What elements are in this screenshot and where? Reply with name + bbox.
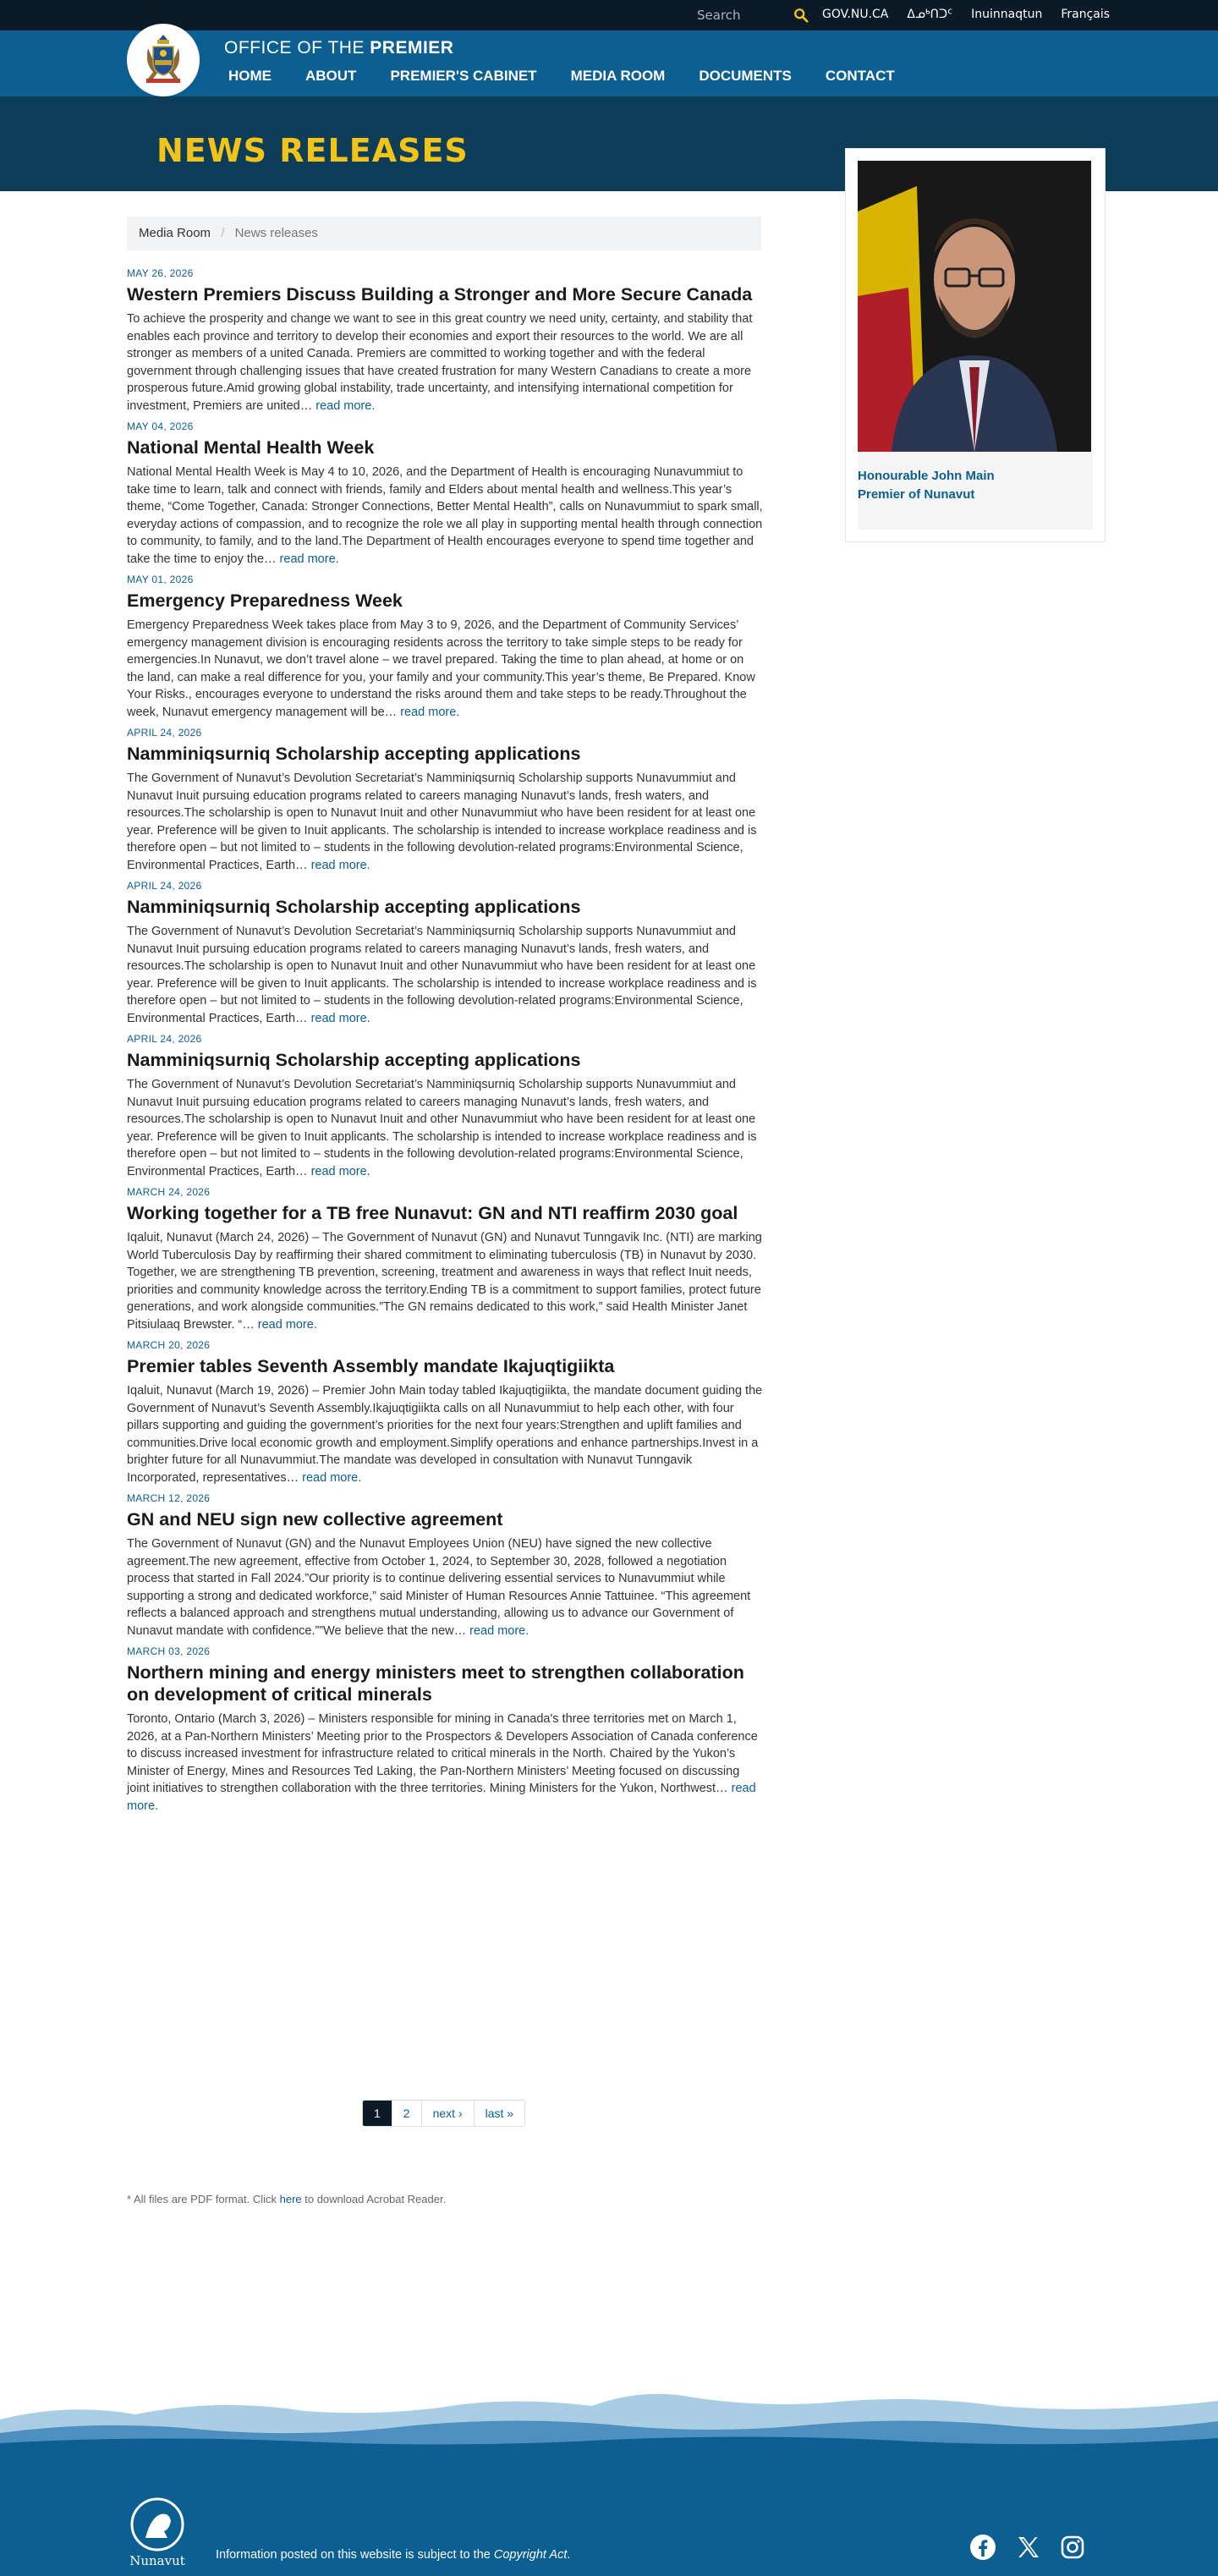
news-summary-text: The Government of Nunavut’s Devolution Secretariat’s Namminiqsurniq Scholarship supports Nunavummiut and Nunavut Inuit pursuing education programs related to careers managing Nunavut’s lands, fresh waters, and resources.The scholarship is open to Nunavut Inuit and other Nunavummiut who have been resident for at least one year. Preference will be given to Inuit applicants. The scholarship is intended to increase workplace readiness and is therefore open – but not limited to – students in the following devolution-related programs:Environmental Science, Environmental Practices, Earth… — [127, 925, 757, 1025]
news-summary — [127, 1382, 763, 1486]
last-page-button[interactable]: last » — [485, 2106, 514, 2120]
coat-of-arms-logo[interactable] — [127, 24, 200, 96]
read-more-link[interactable]: read more. — [279, 552, 339, 566]
news-summary-text: National Mental Health Week is May 4 to 10, 2026, and the Department of Health is encouraging Nunavummiut to take time to learn, talk and connect with friends, family and Elders about mental health and wellness.This year’s theme, “Come Together, Canada: Stronger Connections, Better Mental Health”, calls on Nunavummiut to spark small, everyday actions of compassion, and to recognize the role we all play in supporting mental health through connection to community, to family, and to the land.The Department of Health encourages everyone to spend time together and take the time to enjoy the… — [127, 465, 763, 566]
news-item — [127, 420, 763, 568]
news-item — [127, 267, 763, 415]
pdf-footnote — [127, 2193, 446, 2205]
link-inuktitut[interactable]: ᐃᓄᒃᑎᑐᑦ — [907, 8, 953, 21]
read-more-link[interactable]: read more. — [315, 398, 376, 413]
news-item — [127, 880, 763, 1027]
news-date: MAY 04, 2026 — [127, 420, 194, 432]
news-summary — [127, 1076, 763, 1180]
read-more-link[interactable]: read more. — [302, 1470, 362, 1485]
news-title[interactable]: GN and NEU sign new collective agreement — [127, 1509, 503, 1530]
utility-bar — [0, 0, 1218, 30]
office-title-strong: PREMIER — [370, 38, 454, 58]
breadcrumb-separator: / — [221, 226, 225, 240]
news-summary-text: Iqaluit, Nunavut (March 24, 2026) – The Government of Nunavut (GN) and Nunavut Tunngavik Inc. (NTI) are marking World Tuberculosis Day by reaffirming their shared commitment to eliminating tuberculosis (TB) in Nunavut by 2030. Together, we are strengthening TB prevention, screening, treatment and awareness in ways that reflect Inuit needs, priorities and community knowledge across the territory.Ending TB is a commitment to support families, protect future generations, and work alongside communities.”The GN remains dedicated to this work,” said Health Minister Janet Pitsiulaaq Brewster. “… — [127, 1231, 762, 1332]
news-summary — [127, 1535, 763, 1640]
read-more-link[interactable]: read more. — [310, 1164, 370, 1178]
link-francais[interactable]: Français — [1061, 8, 1111, 21]
footer-logo-text: Nunavut — [129, 2553, 185, 2568]
news-summary-text: Emergency Preparedness Week takes place from May 3 to 9, 2026, and the Department of Community Services’ emergency management division is encouraging residents across the territory to take simple steps to be ready for emergencies.In Nunavut, we don’t travel alone – we travel prepared. Taking the time to plan ahead, at home or on the land, can make a real difference for you, your family and your community.This year’s theme, Be Prepared. Know Your Risks., encourages everyone to understand the risks around them and take steps to be ready.Throughout the week, Nunavut emergency management will be… — [127, 618, 755, 719]
breadcrumb-current: News releases — [234, 226, 318, 240]
footer-wave-decoration — [0, 2386, 1218, 2453]
news-title[interactable]: Premier tables Seventh Assembly mandate Ikajuqtigiikta — [127, 1356, 615, 1376]
news-title[interactable]: Western Premiers Discuss Building a Stronger and More Secure Canada — [127, 284, 753, 305]
news-summary-text: The Government of Nunavut’s Devolution Secretariat’s Namminiqsurniq Scholarship supports Nunavummiut and Nunavut Inuit pursuing education programs related to careers managing Nunavut’s lands, fresh waters, and resources.The scholarship is open to Nunavut Inuit and other Nunavummiut who have been resident for at least one year. Preference will be given to Inuit applicants. The scholarship is intended to increase workplace readiness and is therefore open – but not limited to – students in the following devolution-related programs:Environmental Science, Environmental Practices, Earth… — [127, 1078, 757, 1178]
premier-title-line: Premier of Nunavut — [858, 487, 975, 502]
office-title-prefix: OFFICE OF THE — [224, 38, 365, 58]
news-title[interactable]: National Mental Health Week — [127, 437, 375, 458]
copyright-notice — [216, 2548, 570, 2562]
nav-documents[interactable]: DOCUMENTS — [699, 68, 792, 84]
news-date: MAY 01, 2026 — [127, 574, 194, 585]
nav-media-room[interactable]: MEDIA ROOM — [570, 68, 666, 84]
news-summary — [127, 1229, 763, 1333]
read-more-link[interactable]: read more. — [400, 705, 460, 719]
news-item — [127, 1645, 763, 1815]
x-icon[interactable] — [1015, 2534, 1042, 2561]
news-summary — [127, 310, 763, 415]
news-date: APRIL 24, 2026 — [127, 880, 202, 892]
news-date: MAY 26, 2026 — [127, 267, 194, 279]
facebook-icon[interactable] — [969, 2534, 996, 2561]
news-date: MARCH 03, 2026 — [127, 1645, 211, 1657]
page-title: NEWS RELEASES — [156, 132, 469, 169]
search-icon[interactable] — [793, 8, 809, 23]
news-date: APRIL 24, 2026 — [127, 1033, 202, 1045]
news-summary-text: The Government of Nunavut’s Devolution Secretariat’s Namminiqsurniq Scholarship supports Nunavummiut and Nunavut Inuit pursuing education programs related to careers managing Nunavut’s lands, fresh waters, and resources.The scholarship is open to Nunavut Inuit and other Nunavummiut who have been resident for at least one year. Preference will be given to Inuit applicants. The scholarship is intended to increase workplace readiness and is therefore open – but not limited to – students in the following devolution-related programs:Environmental Science, Environmental Practices, Earth… — [127, 772, 757, 872]
next-page-button[interactable]: next › — [422, 2101, 475, 2126]
copyright-act-label: Copyright Act — [493, 2548, 568, 2562]
news-summary-text: The Government of Nunavut (GN) and the Nunavut Employees Union (NEU) have signed the new collective agreement.The new agreement, effective from October 1, 2024, to September 30, 2028, followed a negotiation process that started in Fall 2024.”Our priority is to continue delivering essential services to Nunavummiut while supporting a strong and dedicated workforce,” said Minister of Human Resources Annie Tattuinee. “This agreement reflects a balanced approach and strengthens mutual understanding, allowing us to advance our Government of Nunavut mandate with confidence.””We believe that the new… — [127, 1537, 751, 1638]
news-list — [127, 267, 763, 1821]
news-item — [127, 1339, 763, 1486]
premier-portrait — [858, 161, 1091, 452]
read-more-link[interactable]: read more. — [257, 1317, 317, 1332]
main-nav — [228, 68, 929, 85]
news-title[interactable]: Namminiqsurniq Scholarship accepting applications — [127, 897, 581, 917]
news-date: MARCH 20, 2026 — [127, 1339, 211, 1351]
news-summary — [127, 464, 763, 568]
copyright-text-end: . — [567, 2548, 571, 2562]
pagination — [362, 2100, 525, 2127]
news-date: MARCH 12, 2026 — [127, 1492, 211, 1504]
read-more-link[interactable]: read more. — [310, 1011, 370, 1025]
coat-of-arms-icon — [129, 26, 197, 94]
link-inuinnaqtun[interactable]: Inuinnaqtun — [971, 8, 1043, 21]
news-title[interactable]: Namminiqsurniq Scholarship accepting applications — [127, 744, 581, 764]
news-date: APRIL 24, 2026 — [127, 727, 202, 739]
utility-links — [822, 8, 1110, 21]
pdf-footnote-text: * All files are PDF format. Click — [127, 2193, 280, 2205]
news-summary-text: Iqaluit, Nunavut (March 19, 2026) – Premier John Main today tabled Ikajuqtigiikta, the mandate document guiding the Government of Nunavut’s Seventh Assembly.Ikajuqtigiikta calls on all Nunavummiut to help each other, with four pillars supporting and guiding the government’s priorities for the next four years:Strengthen and uplift families and communities.Drive local economic growth and employment.Simplify operations and enhance partnerships.Invest in a brighter future for all Nunavummiut.The mandate was developed in consultation with Nunavut Tunngavik Incorporated, representatives… — [127, 1384, 763, 1485]
news-summary — [127, 1711, 763, 1815]
breadcrumb — [127, 217, 761, 250]
site-footer — [0, 2453, 1218, 2576]
nav-about[interactable]: ABOUT — [305, 68, 357, 84]
news-summary — [127, 923, 763, 1027]
news-item — [127, 727, 763, 874]
news-title[interactable]: Emergency Preparedness Week — [127, 590, 403, 611]
news-summary — [127, 770, 763, 874]
news-item — [127, 1033, 763, 1180]
page-1-button[interactable]: 1 — [363, 2101, 392, 2126]
nav-premiers-cabinet[interactable]: PREMIER'S CABINET — [390, 68, 537, 84]
premier-name[interactable] — [858, 467, 995, 504]
news-summary-text: To achieve the prosperity and change we want to see in this great country we need unity, certainty, and stability that enables each province and territory to develop their economies and export their resources to the world. We are all stronger as members of a united Canada. Premiers are committed to working together and with the federal government through challenging issues that have created frustration for many Western Canadians to create a more prosperous future.Amid growing global instability, trade uncertainty, and intensifying international competition for investment, Premiers are united… — [127, 312, 753, 413]
news-item — [127, 1186, 763, 1333]
read-more-link[interactable]: read more. — [310, 858, 370, 872]
nunavut-logo-icon[interactable] — [127, 2496, 188, 2568]
news-item — [127, 1492, 763, 1640]
office-title[interactable] — [224, 38, 453, 58]
premier-name-line: Honourable John Main — [858, 469, 995, 483]
instagram-icon[interactable] — [1059, 2534, 1086, 2561]
read-more-link[interactable]: read more. — [469, 1623, 529, 1638]
nav-contact[interactable]: CONTACT — [825, 68, 895, 84]
news-summary-text: Toronto, Ontario (March 3, 2026) – Ministers responsible for mining in Canada's three territories met on March 1, 2026, at a Pan-Northern Ministers’ Meeting prior to the Prospectors & Developers Association of Canada conference to discuss increased investment for infrastructure related to critical minerals in the North. Chaired by the Yukon’s Minister of Energy, Mines and Resources Ted Laking, the Pan-Northern Ministers’ Meeting focused on discussing joint initiatives to strengthen collaboration with the three territories. Mining Ministers for the Yukon, Northwest… — [127, 1712, 758, 1795]
acrobat-download-link[interactable]: here — [279, 2193, 302, 2205]
news-title[interactable]: Northern mining and energy ministers meet to strengthen collaboration on development of critical minerals — [127, 1662, 744, 1705]
page-2-button[interactable]: 2 — [392, 2101, 422, 2126]
premier-card — [846, 149, 1105, 541]
link-gov-nu-ca[interactable]: GOV.NU.CA — [822, 8, 889, 21]
news-title[interactable]: Namminiqsurniq Scholarship accepting applications — [127, 1050, 581, 1070]
news-item — [127, 574, 763, 721]
copyright-text: Information posted on this website is subject to the — [216, 2548, 494, 2562]
premier-portrait-image — [858, 161, 1091, 452]
breadcrumb-media-room[interactable]: Media Room — [139, 226, 211, 240]
news-date: MARCH 24, 2026 — [127, 1186, 211, 1198]
news-title[interactable]: Working together for a TB free Nunavut: GN and NTI reaffirm 2030 goal — [127, 1203, 738, 1223]
read-more-link[interactable]: read more. — [127, 1782, 756, 1813]
news-summary — [127, 617, 763, 721]
pdf-footnote-text-end: to download Acrobat Reader. — [301, 2193, 447, 2205]
nav-home[interactable]: HOME — [228, 68, 272, 84]
